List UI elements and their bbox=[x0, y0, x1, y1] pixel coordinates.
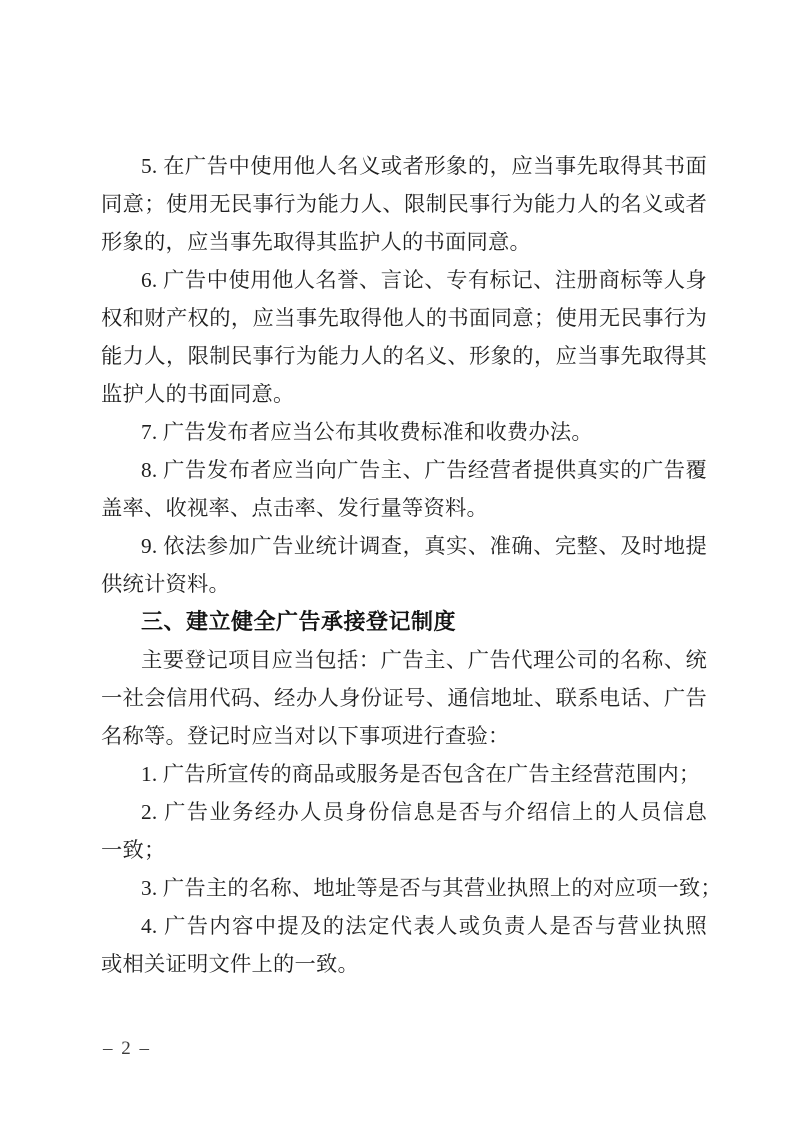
text-line: 9. 依法参加广告业统计调查，真实、准确、完整、及时地提 bbox=[141, 534, 707, 558]
text-line: 监护人的书面同意。 bbox=[101, 382, 295, 406]
text-line: 同意；使用无民事行为能力人、限制民事行为能力人的名义或者 bbox=[101, 192, 707, 216]
paragraph-item-5 bbox=[101, 147, 707, 261]
text-line: 一致； bbox=[101, 838, 166, 862]
paragraph-check-item-3 bbox=[101, 869, 722, 907]
text-line: 或相关证明文件上的一致。 bbox=[101, 952, 359, 976]
page-number: – 2 – bbox=[103, 1038, 151, 1059]
text-line: 6. 广告中使用他人名誉、言论、专有标记、注册商标等人身 bbox=[141, 268, 707, 292]
paragraph-item-8 bbox=[101, 451, 707, 527]
text-line: 权和财产权的，应当事先取得他人的书面同意；使用无民事行为 bbox=[101, 306, 707, 330]
text-line: 8. 广告发布者应当向广告主、广告经营者提供真实的广告覆 bbox=[141, 458, 707, 482]
paragraph-item-7 bbox=[101, 413, 707, 451]
text-line: 5. 在广告中使用他人名义或者形象的，应当事先取得其书面 bbox=[141, 154, 707, 178]
text-line: 名称等。登记时应当对以下事项进行查验： bbox=[101, 724, 510, 748]
section-heading-3 bbox=[101, 603, 707, 641]
text-line: 供统计资料。 bbox=[101, 572, 230, 596]
paragraph-check-item-2 bbox=[101, 793, 707, 869]
text-line: 主要登记项目应当包括：广告主、广告代理公司的名称、统 bbox=[141, 648, 707, 672]
text-line: 一社会信用代码、经办人身份证号、通信地址、联系电话、广告 bbox=[101, 686, 707, 710]
text-line: 3. 广告主的名称、地址等是否与其营业执照上的对应项一致； bbox=[141, 876, 722, 900]
paragraph-registration-items bbox=[101, 641, 707, 755]
paragraph-check-item-4 bbox=[101, 907, 707, 983]
paragraph-item-9 bbox=[101, 527, 707, 603]
text-line: 盖率、收视率、点击率、发行量等资料。 bbox=[101, 496, 488, 520]
text-line: 1. 广告所宣传的商品或服务是否包含在广告主经营范围内； bbox=[141, 762, 701, 786]
text-line: 形象的，应当事先取得其监护人的书面同意。 bbox=[101, 230, 531, 254]
heading-line: 三、建立健全广告承接登记制度 bbox=[141, 609, 457, 634]
document-body bbox=[101, 147, 722, 983]
text-line: 能力人，限制民事行为能力人的名义、形象的，应当事先取得其 bbox=[101, 344, 707, 368]
text-line: 7. 广告发布者应当公布其收费标准和收费办法。 bbox=[141, 420, 593, 444]
paragraph-item-6 bbox=[101, 261, 707, 413]
text-line: 4. 广告内容中提及的法定代表人或负责人是否与营业执照 bbox=[141, 914, 707, 938]
text-line: 2. 广告业务经办人员身份信息是否与介绍信上的人员信息 bbox=[141, 800, 707, 824]
paragraph-check-item-1 bbox=[101, 755, 707, 793]
